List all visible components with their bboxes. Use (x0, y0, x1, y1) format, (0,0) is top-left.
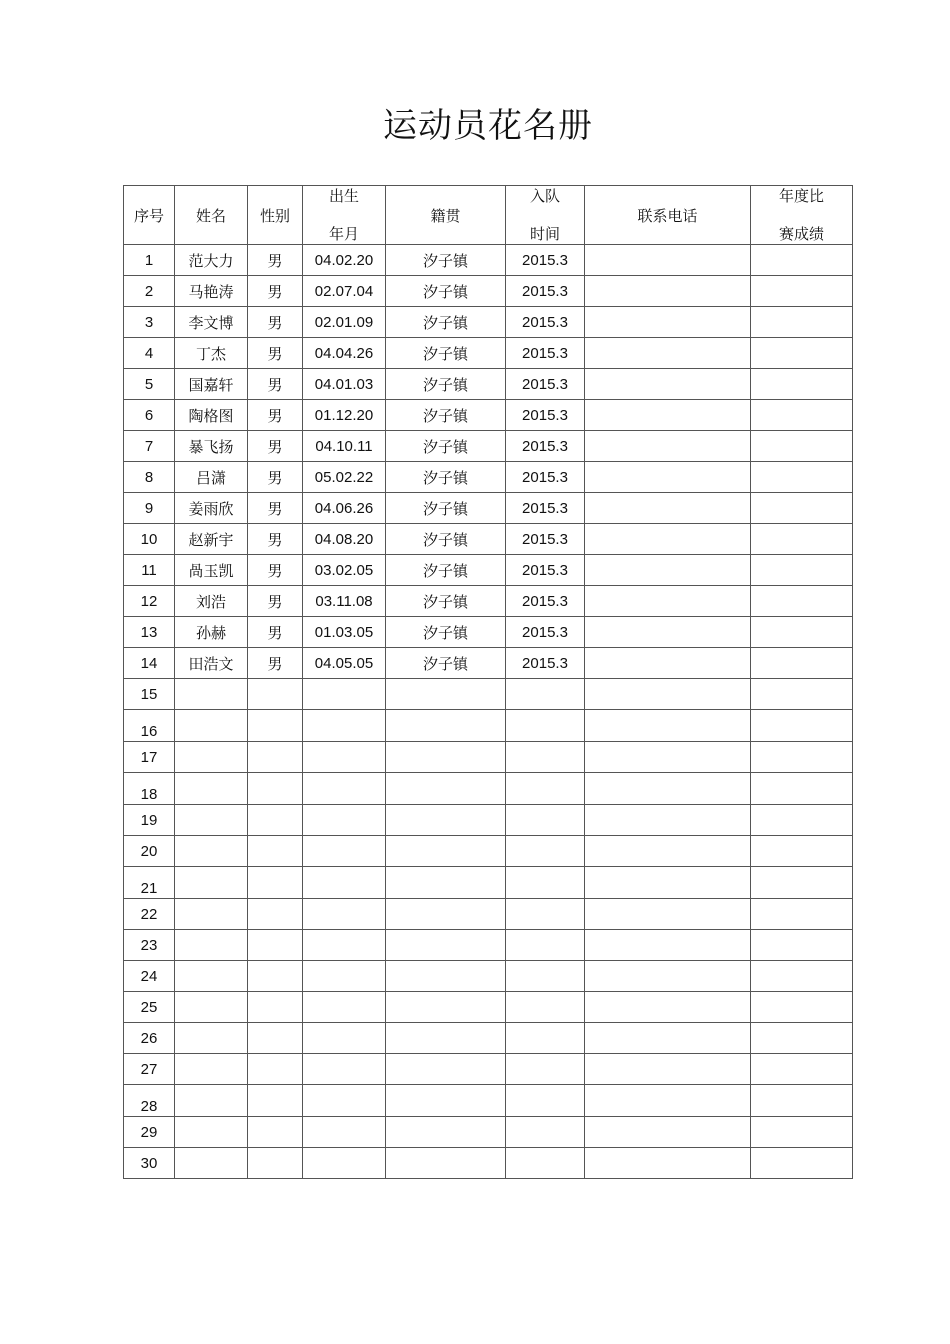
page-title: 运动员花名册 (383, 106, 593, 146)
cell-gender (248, 773, 303, 805)
table-row (124, 431, 853, 462)
cell-name (175, 961, 248, 992)
table-row (124, 773, 853, 805)
cell-index: 18 (124, 773, 175, 805)
cell-joined (506, 992, 585, 1023)
table-row (124, 867, 853, 899)
cell-phone (585, 307, 751, 338)
cell-phone (585, 836, 751, 867)
cell-score (751, 1085, 853, 1117)
cell-name: 姜雨欣 (175, 493, 248, 524)
table-row (124, 1117, 853, 1148)
cell-phone (585, 648, 751, 679)
cell-phone (585, 1085, 751, 1117)
cell-phone (585, 431, 751, 462)
cell-origin (386, 867, 506, 899)
cell-gender: 男 (248, 586, 303, 617)
cell-origin: 汐子镇 (386, 400, 506, 431)
cell-score (751, 400, 853, 431)
cell-origin (386, 742, 506, 773)
cell-gender (248, 1085, 303, 1117)
cell-score (751, 369, 853, 400)
cell-origin (386, 1054, 506, 1085)
cell-score (751, 992, 853, 1023)
cell-score (751, 679, 853, 710)
cell-gender: 男 (248, 400, 303, 431)
cell-name (175, 773, 248, 805)
cell-joined (506, 742, 585, 773)
header-birth-line1: 出生 (328, 187, 359, 205)
cell-phone (585, 992, 751, 1023)
cell-joined: 2015.3 (506, 307, 585, 338)
cell-gender (248, 961, 303, 992)
roster-table (123, 185, 853, 1179)
cell-joined: 2015.3 (506, 617, 585, 648)
cell-birth: 04.01.03 (303, 369, 386, 400)
table-row (124, 307, 853, 338)
cell-joined (506, 773, 585, 805)
cell-origin: 汐子镇 (386, 369, 506, 400)
cell-phone (585, 369, 751, 400)
cell-phone (585, 773, 751, 805)
cell-joined: 2015.3 (506, 245, 585, 276)
cell-index: 13 (124, 617, 175, 648)
cell-joined (506, 710, 585, 742)
cell-phone (585, 617, 751, 648)
cell-name (175, 867, 248, 899)
cell-gender (248, 1148, 303, 1179)
header-name: 姓名 (175, 186, 248, 245)
cell-name (175, 899, 248, 930)
cell-origin: 汐子镇 (386, 338, 506, 369)
cell-phone (585, 1117, 751, 1148)
cell-joined: 2015.3 (506, 431, 585, 462)
cell-birth (303, 805, 386, 836)
cell-index: 1 (124, 245, 175, 276)
cell-score (751, 307, 853, 338)
cell-score (751, 805, 853, 836)
header-joined-line1: 入队 (529, 187, 560, 205)
cell-score (751, 276, 853, 307)
cell-origin: 汐子镇 (386, 276, 506, 307)
table-row (124, 710, 853, 742)
cell-birth: 01.12.20 (303, 400, 386, 431)
cell-birth: 04.10.11 (303, 431, 386, 462)
cell-index: 16 (124, 710, 175, 742)
cell-index: 12 (124, 586, 175, 617)
cell-gender: 男 (248, 617, 303, 648)
cell-phone (585, 899, 751, 930)
table-row (124, 493, 853, 524)
cell-index: 25 (124, 992, 175, 1023)
cell-joined: 2015.3 (506, 524, 585, 555)
cell-gender: 男 (248, 338, 303, 369)
cell-score (751, 493, 853, 524)
cell-origin (386, 930, 506, 961)
table-row (124, 648, 853, 679)
table-row (124, 992, 853, 1023)
cell-index: 29 (124, 1117, 175, 1148)
cell-joined (506, 899, 585, 930)
cell-score (751, 617, 853, 648)
cell-joined: 2015.3 (506, 586, 585, 617)
cell-phone (585, 462, 751, 493)
cell-gender (248, 836, 303, 867)
table-row (124, 1085, 853, 1117)
cell-joined (506, 679, 585, 710)
cell-phone (585, 710, 751, 742)
cell-joined (506, 867, 585, 899)
cell-gender: 男 (248, 276, 303, 307)
cell-gender (248, 1054, 303, 1085)
cell-index: 7 (124, 431, 175, 462)
cell-gender: 男 (248, 307, 303, 338)
cell-joined: 2015.3 (506, 338, 585, 369)
cell-phone (585, 930, 751, 961)
header-index: 序号 (124, 186, 175, 245)
cell-origin (386, 899, 506, 930)
cell-index: 11 (124, 555, 175, 586)
cell-origin: 汐子镇 (386, 586, 506, 617)
cell-origin (386, 992, 506, 1023)
cell-index: 28 (124, 1085, 175, 1117)
cell-index: 14 (124, 648, 175, 679)
cell-gender: 男 (248, 431, 303, 462)
cell-birth (303, 836, 386, 867)
cell-name: 咼玉凯 (175, 555, 248, 586)
table-body (124, 245, 853, 1179)
cell-score (751, 1117, 853, 1148)
cell-gender: 男 (248, 493, 303, 524)
table-row (124, 1148, 853, 1179)
table-row (124, 276, 853, 307)
cell-score (751, 710, 853, 742)
cell-origin (386, 961, 506, 992)
cell-joined: 2015.3 (506, 276, 585, 307)
cell-origin (386, 1085, 506, 1117)
cell-birth (303, 1085, 386, 1117)
cell-name (175, 1148, 248, 1179)
table-row (124, 1023, 853, 1054)
cell-index: 15 (124, 679, 175, 710)
cell-score (751, 245, 853, 276)
cell-birth: 04.06.26 (303, 493, 386, 524)
cell-joined (506, 1148, 585, 1179)
cell-score (751, 899, 853, 930)
cell-index: 8 (124, 462, 175, 493)
cell-gender (248, 1023, 303, 1054)
header-birth-line2: 年月 (328, 225, 359, 243)
cell-birth (303, 679, 386, 710)
cell-score (751, 648, 853, 679)
cell-origin (386, 836, 506, 867)
cell-joined (506, 1117, 585, 1148)
cell-joined (506, 1085, 585, 1117)
cell-index: 17 (124, 742, 175, 773)
cell-joined: 2015.3 (506, 493, 585, 524)
cell-score (751, 742, 853, 773)
cell-phone (585, 555, 751, 586)
cell-origin (386, 805, 506, 836)
cell-origin (386, 679, 506, 710)
cell-name (175, 742, 248, 773)
cell-joined: 2015.3 (506, 369, 585, 400)
header-origin: 籍贯 (386, 186, 506, 245)
cell-birth (303, 1023, 386, 1054)
header-score-line1: 年度比 (778, 187, 824, 205)
cell-joined: 2015.3 (506, 400, 585, 431)
cell-origin (386, 710, 506, 742)
cell-index: 20 (124, 836, 175, 867)
cell-birth: 04.05.05 (303, 648, 386, 679)
cell-name: 范大力 (175, 245, 248, 276)
cell-name: 田浩文 (175, 648, 248, 679)
cell-score (751, 1148, 853, 1179)
header-score-line2: 赛成绩 (778, 225, 824, 243)
cell-phone (585, 805, 751, 836)
table-row (124, 836, 853, 867)
cell-joined: 2015.3 (506, 648, 585, 679)
cell-index: 3 (124, 307, 175, 338)
cell-phone (585, 1054, 751, 1085)
cell-birth (303, 867, 386, 899)
cell-origin: 汐子镇 (386, 245, 506, 276)
cell-name: 暴飞扬 (175, 431, 248, 462)
cell-origin: 汐子镇 (386, 462, 506, 493)
cell-joined: 2015.3 (506, 555, 585, 586)
header-joined (506, 186, 585, 245)
cell-phone (585, 493, 751, 524)
cell-gender: 男 (248, 245, 303, 276)
cell-phone (585, 338, 751, 369)
table-row (124, 369, 853, 400)
cell-birth: 04.04.26 (303, 338, 386, 369)
table-row (124, 586, 853, 617)
cell-gender: 男 (248, 369, 303, 400)
cell-gender (248, 805, 303, 836)
cell-score (751, 1023, 853, 1054)
cell-origin: 汐子镇 (386, 431, 506, 462)
cell-origin: 汐子镇 (386, 307, 506, 338)
cell-gender (248, 1117, 303, 1148)
cell-birth (303, 773, 386, 805)
cell-origin: 汐子镇 (386, 648, 506, 679)
cell-name: 吕潇 (175, 462, 248, 493)
cell-joined (506, 1023, 585, 1054)
cell-name (175, 1085, 248, 1117)
table-row (124, 400, 853, 431)
cell-index: 10 (124, 524, 175, 555)
cell-score (751, 961, 853, 992)
cell-index: 22 (124, 899, 175, 930)
cell-name (175, 679, 248, 710)
cell-birth (303, 930, 386, 961)
cell-index: 2 (124, 276, 175, 307)
cell-index: 6 (124, 400, 175, 431)
table-row (124, 524, 853, 555)
cell-phone (585, 245, 751, 276)
cell-origin (386, 1023, 506, 1054)
cell-name (175, 805, 248, 836)
cell-name: 李文博 (175, 307, 248, 338)
cell-name (175, 930, 248, 961)
cell-name (175, 1023, 248, 1054)
cell-birth: 03.02.05 (303, 555, 386, 586)
cell-birth: 05.02.22 (303, 462, 386, 493)
cell-birth: 04.08.20 (303, 524, 386, 555)
cell-gender: 男 (248, 524, 303, 555)
table-row (124, 899, 853, 930)
cell-origin: 汐子镇 (386, 493, 506, 524)
cell-gender (248, 742, 303, 773)
cell-gender (248, 992, 303, 1023)
cell-origin (386, 773, 506, 805)
cell-index: 23 (124, 930, 175, 961)
cell-origin: 汐子镇 (386, 524, 506, 555)
cell-score (751, 1054, 853, 1085)
cell-index: 5 (124, 369, 175, 400)
cell-phone (585, 961, 751, 992)
cell-name: 国嘉轩 (175, 369, 248, 400)
cell-gender: 男 (248, 555, 303, 586)
cell-joined (506, 805, 585, 836)
cell-name (175, 710, 248, 742)
cell-name (175, 992, 248, 1023)
cell-birth (303, 1117, 386, 1148)
cell-score (751, 586, 853, 617)
cell-index: 19 (124, 805, 175, 836)
cell-birth (303, 899, 386, 930)
cell-name: 陶格图 (175, 400, 248, 431)
cell-gender (248, 679, 303, 710)
cell-origin: 汐子镇 (386, 555, 506, 586)
header-gender: 性别 (248, 186, 303, 245)
cell-birth (303, 1054, 386, 1085)
cell-score (751, 338, 853, 369)
cell-name: 赵新宇 (175, 524, 248, 555)
cell-name: 丁杰 (175, 338, 248, 369)
table-row (124, 338, 853, 369)
cell-score (751, 930, 853, 961)
header-joined-line2: 时间 (529, 225, 560, 243)
cell-origin: 汐子镇 (386, 617, 506, 648)
header-birth (303, 186, 386, 245)
cell-index: 21 (124, 867, 175, 899)
cell-origin (386, 1117, 506, 1148)
cell-gender: 男 (248, 462, 303, 493)
cell-name (175, 836, 248, 867)
cell-birth (303, 1148, 386, 1179)
cell-gender (248, 899, 303, 930)
cell-index: 26 (124, 1023, 175, 1054)
cell-phone (585, 586, 751, 617)
cell-joined (506, 930, 585, 961)
header-phone: 联系电话 (585, 186, 751, 245)
cell-phone (585, 400, 751, 431)
cell-birth (303, 742, 386, 773)
cell-index: 30 (124, 1148, 175, 1179)
cell-birth: 04.02.20 (303, 245, 386, 276)
table-row (124, 742, 853, 773)
cell-origin (386, 1148, 506, 1179)
cell-phone (585, 742, 751, 773)
cell-birth: 02.01.09 (303, 307, 386, 338)
cell-birth: 02.07.04 (303, 276, 386, 307)
cell-gender (248, 867, 303, 899)
cell-joined: 2015.3 (506, 462, 585, 493)
cell-birth (303, 710, 386, 742)
header-row (124, 186, 853, 245)
cell-gender (248, 930, 303, 961)
cell-phone (585, 867, 751, 899)
cell-phone (585, 1148, 751, 1179)
cell-joined (506, 836, 585, 867)
cell-score (751, 773, 853, 805)
cell-index: 4 (124, 338, 175, 369)
cell-name: 孙赫 (175, 617, 248, 648)
cell-name: 马艳涛 (175, 276, 248, 307)
cell-index: 27 (124, 1054, 175, 1085)
cell-score (751, 555, 853, 586)
table-row (124, 245, 853, 276)
table-row (124, 1054, 853, 1085)
table-row (124, 961, 853, 992)
cell-phone (585, 524, 751, 555)
cell-name: 刘浩 (175, 586, 248, 617)
table-row (124, 679, 853, 710)
cell-gender: 男 (248, 648, 303, 679)
table-header (124, 186, 853, 245)
cell-phone (585, 679, 751, 710)
cell-joined (506, 1054, 585, 1085)
cell-name (175, 1117, 248, 1148)
cell-score (751, 431, 853, 462)
table-row (124, 462, 853, 493)
header-score (751, 186, 853, 245)
table-row (124, 930, 853, 961)
cell-birth (303, 961, 386, 992)
cell-birth (303, 992, 386, 1023)
table-row (124, 805, 853, 836)
cell-index: 9 (124, 493, 175, 524)
cell-score (751, 524, 853, 555)
cell-index: 24 (124, 961, 175, 992)
table-row (124, 617, 853, 648)
cell-phone (585, 1023, 751, 1054)
cell-score (751, 867, 853, 899)
cell-birth: 01.03.05 (303, 617, 386, 648)
cell-score (751, 462, 853, 493)
cell-phone (585, 276, 751, 307)
cell-name (175, 1054, 248, 1085)
cell-gender (248, 710, 303, 742)
table-row (124, 555, 853, 586)
cell-joined (506, 961, 585, 992)
cell-birth: 03.11.08 (303, 586, 386, 617)
cell-score (751, 836, 853, 867)
